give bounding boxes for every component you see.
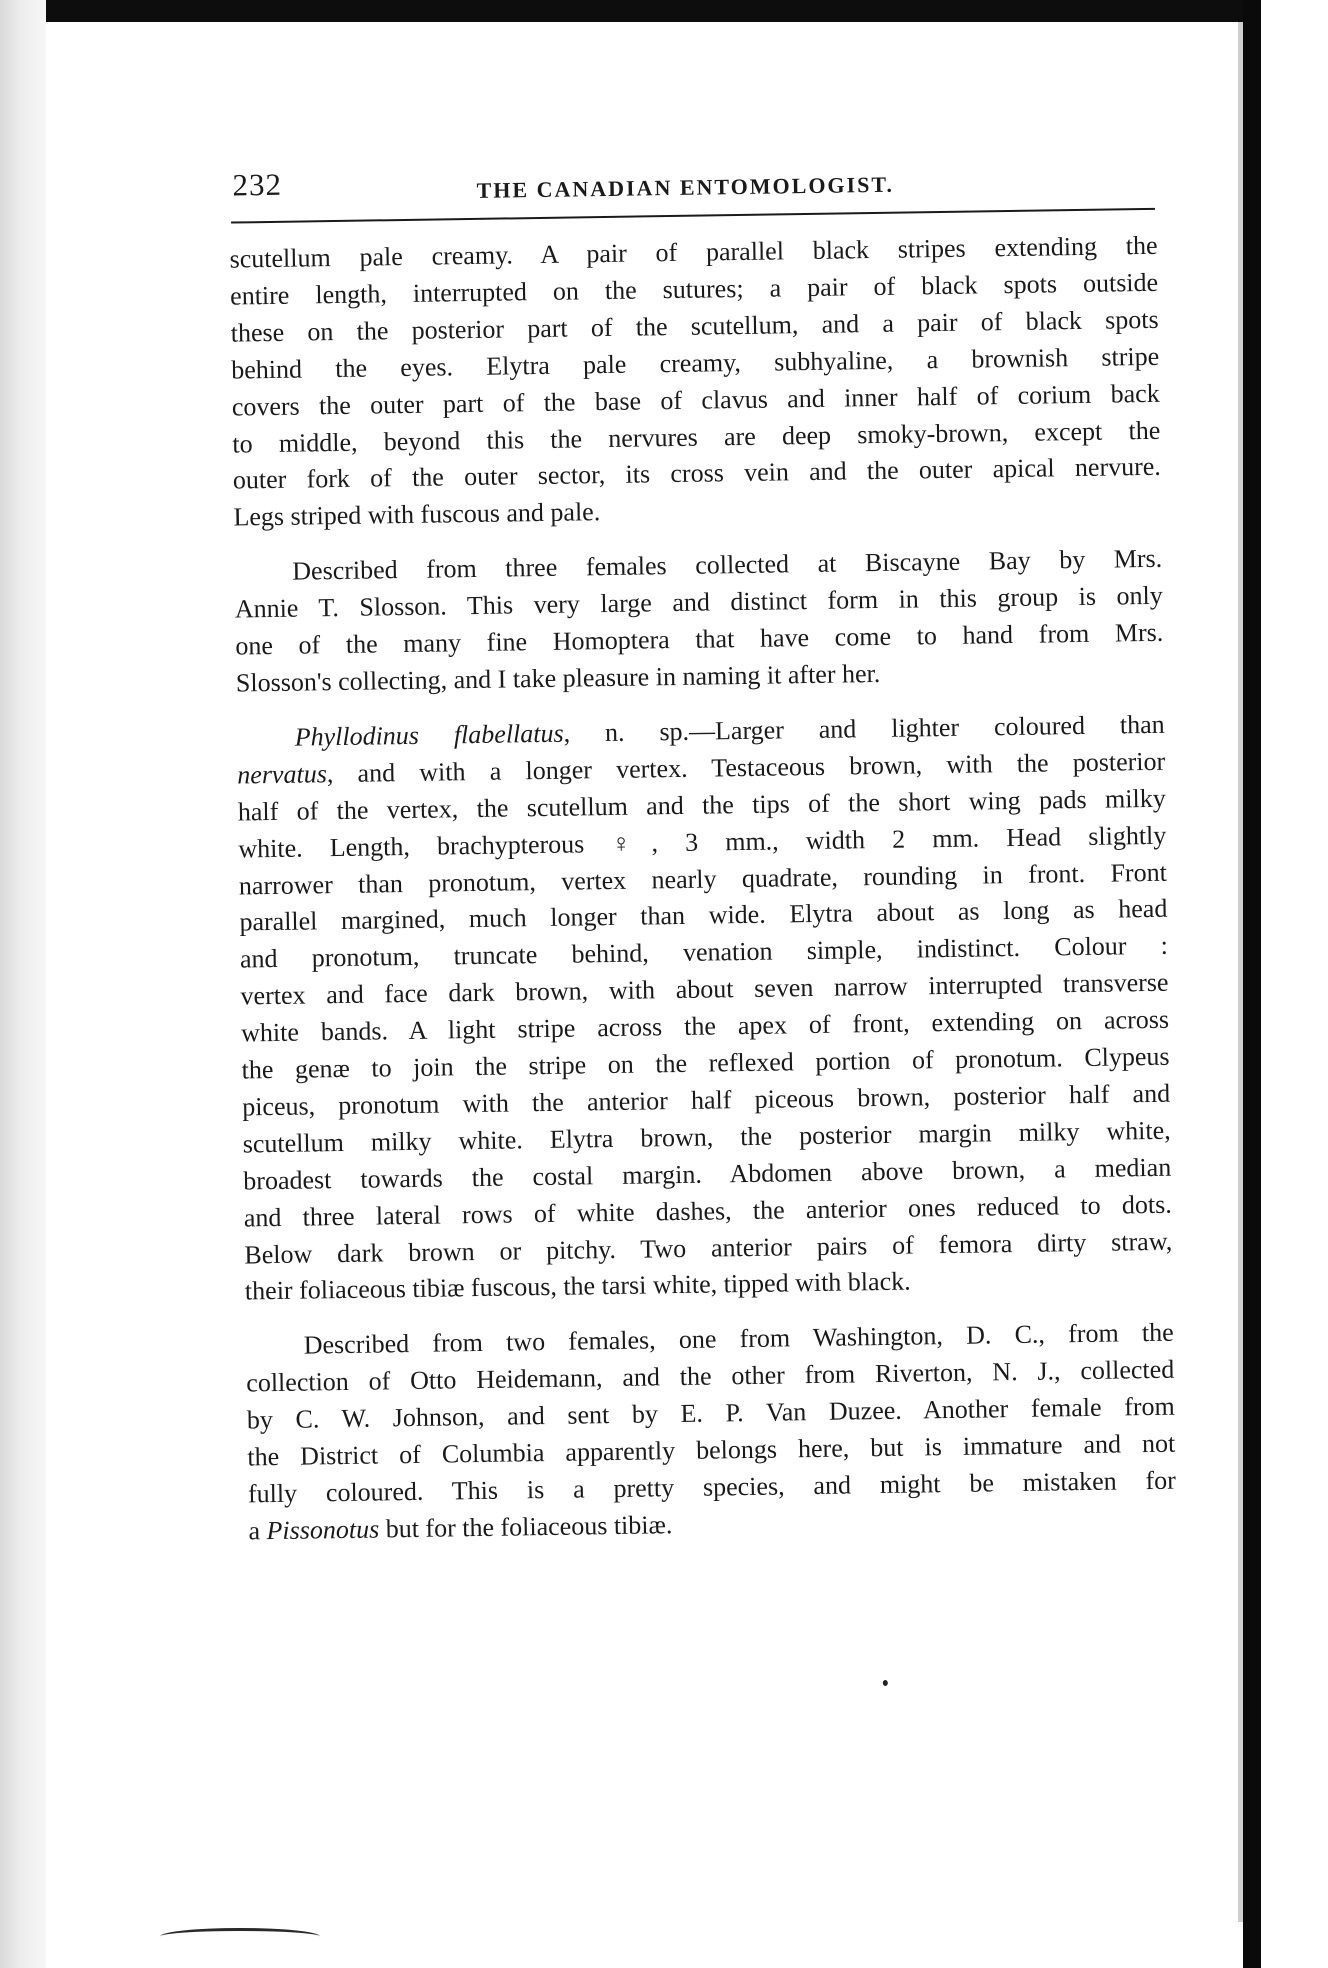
text-line: by C. W. Johnson, and sent by E. P. Van Duzee. Another female from [246, 1391, 1175, 1435]
text-line: white. Length, brachypterous ♀, 3 mm., width 2 mm. Head slightly [238, 820, 1167, 864]
text-line: Slosson's collecting, and I take pleasure in naming it after her. [235, 658, 881, 698]
text-line: broadest towards the costal margin. Abdomen above brown, a median [243, 1152, 1172, 1196]
text-line: the genæ to join the stripe on the reflexed portion of pronotum. Clypeus [241, 1041, 1170, 1085]
scan-top-border [0, 0, 1328, 22]
page-number: 232 [232, 166, 283, 203]
body-text [229, 228, 1176, 1550]
text-line: entire length, interrupted on the sutures; a pair of black spots outside [229, 267, 1159, 311]
scan-smudge [160, 1928, 320, 1945]
text-line: white bands. A light stripe across the apex of front, extending on across [240, 1004, 1170, 1048]
text-line: and three lateral rows of white dashes, the anterior ones reduced to dots. [243, 1189, 1172, 1233]
ink-dot [883, 1680, 888, 1686]
header-rule [231, 208, 1155, 224]
text-line: half of the vertex, the scutellum and the tips of the short wing pads milky [237, 783, 1166, 827]
text-line: one of the many fine Homoptera that have come to hand from Mrs. [235, 617, 1164, 661]
text-line: fully coloured. This is a pretty species, and might be mistaken for [247, 1465, 1177, 1509]
text-line: these on the posterior part of the scutellum, and a pair of black spots [230, 304, 1159, 348]
paragraph [236, 707, 1173, 1311]
book-page [200, 136, 1177, 1546]
text-line: nervatus, and with a longer vertex. Testaceous brown, with the posterior [237, 746, 1166, 790]
text-line: Legs striped with fuscous and pale. [233, 497, 601, 532]
text-line: piceus, pronotum with the anterior half piceous brown, posterior half and [241, 1078, 1171, 1122]
text-line: behind the eyes. Elytra pale creamy, subhyaline, a brownish stripe [231, 341, 1160, 385]
paragraph [229, 228, 1161, 537]
text-line: and pronotum, truncate behind, venation simple, indistinct. Colour : [239, 931, 1169, 974]
text-line: narrower than pronotum, vertex nearly quadrate, rounding in front. Front [238, 857, 1168, 901]
text-line: Described from three females collected at Biscayne Bay by Mrs. [292, 544, 1163, 586]
text-line: outer fork of the outer sector, its cross vein and the outer apical nervure. [232, 452, 1162, 495]
text-line: the District of Columbia apparently belongs here, but is immature and not [247, 1428, 1176, 1472]
text-line: parallel margined, much longer than wide. Elytra about as long as head [239, 894, 1168, 937]
scan-right-border [1243, 0, 1261, 1968]
page-header [200, 136, 1161, 220]
scan-left-margin [0, 0, 46, 1968]
text-line: covers the outer part of the base of clavus and inner half of corium back [231, 378, 1160, 422]
text-line: their foliaceous tibiæ fuscous, the tarsi white, tipped with black. [244, 1267, 911, 1306]
running-head: THE CANADIAN ENTOMOLOGIST. [476, 171, 895, 203]
text-line: scutellum milky white. Elytra brown, the posterior margin milky white, [242, 1115, 1171, 1159]
text-line: Described from two females, one from Washington, D. C., from the [303, 1318, 1174, 1360]
text-line: to middle, beyond this the nervures are deep smoky-brown, except the [232, 415, 1161, 459]
text-line: Phyllodinus flabellatus, n. sp.—Larger and lighter coloured than [294, 709, 1165, 752]
text-line: a Pissonotus but for the foliaceous tibiæ. [248, 1510, 673, 1546]
text-line: collection of Otto Heidemann, and the other from Riverton, N. J., collected [246, 1354, 1175, 1398]
text-line: scutellum pale creamy. A pair of parallel black stripes extending the [229, 230, 1158, 274]
text-line: Below dark brown or pitchy. Two anterior pairs of femora dirty straw, [244, 1226, 1173, 1270]
paragraph [234, 541, 1164, 702]
text-line: vertex and face dark brown, with about seven narrow interrupted transverse [240, 967, 1169, 1011]
paragraph [245, 1315, 1176, 1550]
text-line: Annie T. Slosson. This very large and distinct form in this group is only [234, 580, 1163, 624]
